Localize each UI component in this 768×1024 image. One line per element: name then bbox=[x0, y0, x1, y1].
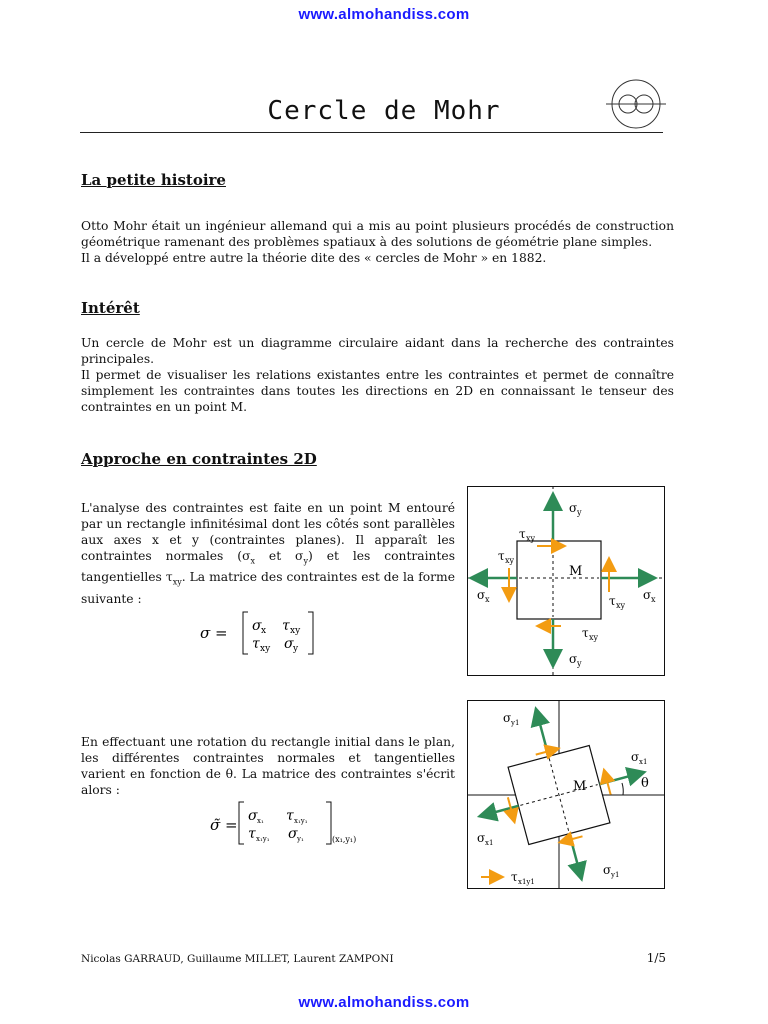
svg-text:y: y bbox=[577, 659, 582, 668]
heading-interest: Intérêt bbox=[81, 299, 140, 317]
stress-figure-1 bbox=[467, 486, 665, 676]
svg-text:xy: xy bbox=[589, 633, 599, 642]
svg-text:τ: τ bbox=[248, 826, 256, 842]
svg-text:τ: τ bbox=[511, 870, 518, 884]
element-square bbox=[517, 541, 601, 619]
history-p2: Il a développé entre autre la théorie dite des « cercles de Mohr » en 1882. bbox=[81, 251, 547, 265]
history-p1: Otto Mohr était un ingénieur allemand qui a mis au point plusieurs procédés de construction géométrique ramenant des problèmes spatiaux à des solutions de géométrie plane simples. bbox=[81, 219, 674, 249]
interest-p2: Il permet de visualiser les relations existantes entre les contraintes et permet de connaître simplement les contraintes dans toutes les directions en 2D en connaissant le tenseur des contraintes en un point M. bbox=[81, 368, 674, 414]
svg-text:x: x bbox=[485, 595, 490, 604]
svg-text:σ: σ bbox=[503, 711, 512, 725]
footer-authors: Nicolas GARRAUD, Guillaume MILLET, Laurent ZAMPONI bbox=[81, 953, 394, 965]
svg-text:xy: xy bbox=[526, 534, 536, 543]
svg-text:τ: τ bbox=[498, 549, 505, 563]
matrix-a22: σ bbox=[284, 636, 294, 652]
svg-text:τ: τ bbox=[519, 527, 526, 541]
svg-text:σ: σ bbox=[288, 826, 298, 842]
svg-text:σ: σ bbox=[569, 501, 578, 515]
svg-text:σ: σ bbox=[248, 808, 258, 824]
point-M: M bbox=[569, 564, 583, 579]
svg-text:M: M bbox=[573, 779, 587, 794]
svg-text:xy: xy bbox=[505, 556, 515, 565]
matrix-a11: σ bbox=[252, 618, 262, 634]
svg-text:σ: σ bbox=[569, 652, 578, 666]
site-footer-link[interactable]: www.almohandiss.com bbox=[298, 994, 470, 1011]
page-number: 1/5 bbox=[646, 951, 666, 965]
svg-text:x1: x1 bbox=[639, 758, 648, 766]
svg-text:y: y bbox=[577, 508, 582, 517]
svg-text:τ: τ bbox=[609, 594, 616, 608]
interest-text bbox=[81, 335, 674, 415]
interest-p1: Un cercle de Mohr est un diagramme circulaire aidant dans la recherche des contraintes principales. bbox=[81, 336, 674, 366]
svg-text:x₁y₁: x₁y₁ bbox=[294, 817, 308, 825]
svg-text:σ: σ bbox=[477, 588, 486, 602]
stress-matrix bbox=[190, 602, 330, 662]
approach-text-2: En effectuant une rotation du rectangle initial dans le plan, les différentes contraintes normales et tangentielles varient en fonction de θ. La matrice des contraintes s'écrit alors : bbox=[81, 735, 455, 797]
matrix-a22-sub: y bbox=[293, 644, 299, 654]
svg-text:x1y1: x1y1 bbox=[518, 878, 535, 886]
svg-text:θ: θ bbox=[641, 776, 649, 791]
svg-text:y1: y1 bbox=[611, 871, 620, 879]
matrix-a11-sub: x bbox=[261, 626, 267, 636]
approach-text-1: L'analyse des contraintes est faite en un point M entouré par un rectangle infinitésimal dont les côtés sont parallèles aux axes x et y (contraintes planes). Il apparaît les contraintes normales ($\sigma_x$ et $\sigma_y$) et les contraintes tangentielles $\tau_{xy}$. La matrice des contraintes est de la forme suivante : bbox=[81, 501, 456, 606]
svg-text:σ: σ bbox=[643, 588, 652, 602]
title-rule bbox=[80, 132, 663, 133]
svg-text:σ: σ bbox=[631, 750, 640, 764]
site-header-link[interactable]: www.almohandiss.com bbox=[298, 6, 470, 23]
svg-text:(x₁,y₁): (x₁,y₁) bbox=[332, 835, 357, 844]
svg-text:σ: σ bbox=[477, 831, 486, 845]
matrix-a12: τ bbox=[282, 618, 290, 634]
matrix-a21-sub: xy bbox=[260, 644, 271, 654]
svg-text:x: x bbox=[651, 595, 656, 604]
svg-text:τ: τ bbox=[582, 626, 589, 640]
matrix-lhs: σ = bbox=[200, 624, 228, 642]
logo-icon bbox=[602, 76, 670, 132]
history-text bbox=[81, 218, 674, 266]
svg-text:x₁y₁: x₁y₁ bbox=[256, 835, 270, 843]
page-title: Cercle de Mohr bbox=[267, 96, 501, 126]
heading-approach: Approche en contraintes 2D bbox=[81, 450, 317, 468]
rotated-stress-matrix bbox=[206, 796, 376, 852]
svg-text:y₁: y₁ bbox=[297, 835, 304, 843]
matrix-a21: τ bbox=[252, 636, 260, 652]
heading-history: La petite histoire bbox=[81, 171, 226, 189]
svg-text:x₁: x₁ bbox=[257, 817, 264, 825]
svg-text:x1: x1 bbox=[485, 839, 494, 847]
matrix2-lhs: σ̃ = bbox=[210, 816, 238, 834]
svg-text:τ: τ bbox=[286, 808, 294, 824]
svg-text:y1: y1 bbox=[511, 719, 520, 727]
svg-text:σ: σ bbox=[603, 863, 612, 877]
svg-text:xy: xy bbox=[616, 601, 626, 610]
stress-figure-2 bbox=[467, 700, 665, 889]
matrix-a12-sub: xy bbox=[290, 626, 301, 636]
